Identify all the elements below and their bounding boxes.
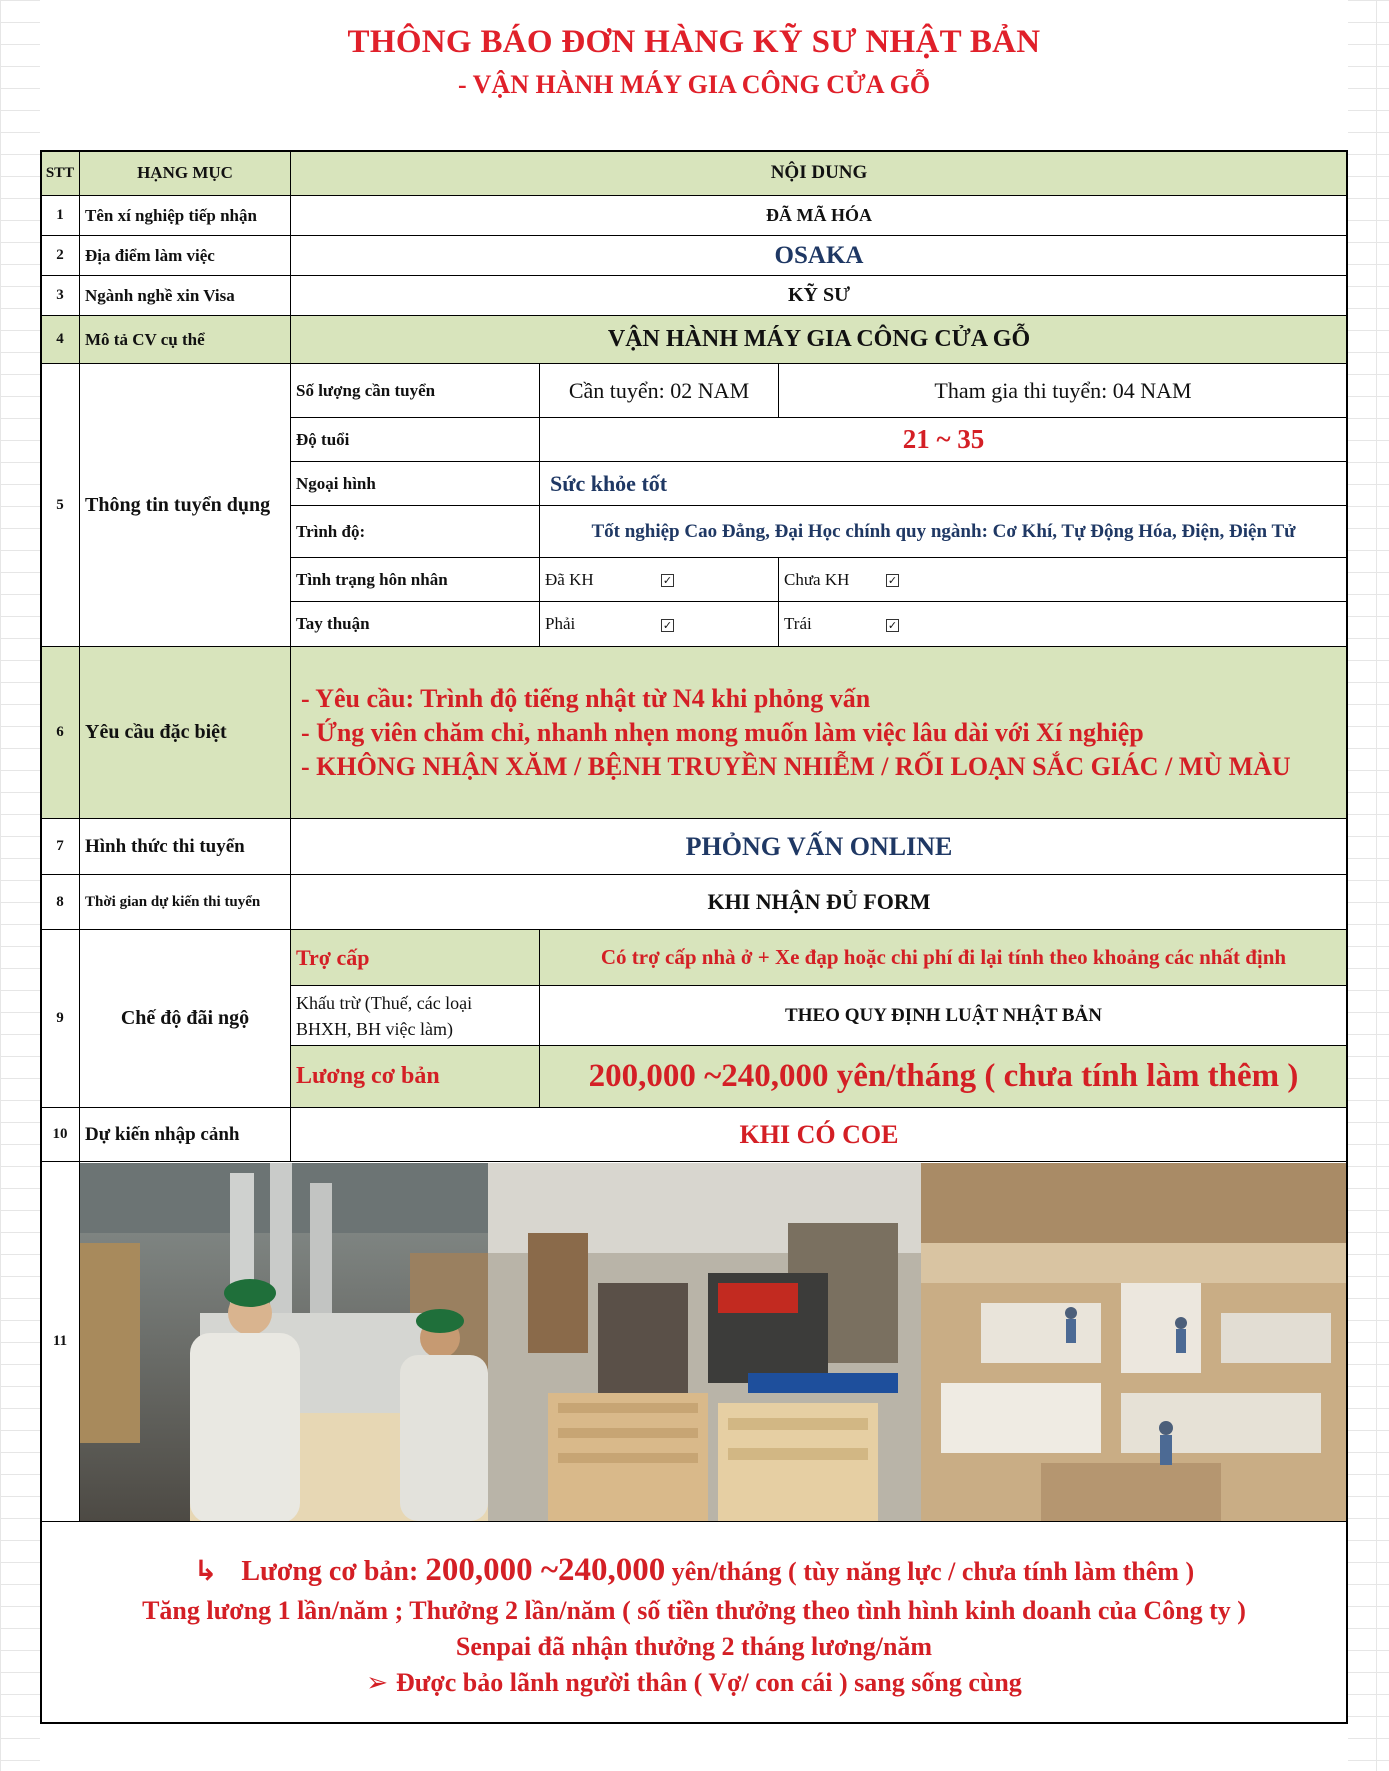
- row-10-stt: 10: [40, 1108, 80, 1162]
- quantity-need: Cần tuyển: 02 NAM: [540, 364, 779, 418]
- age-value: 21 ~ 35: [540, 418, 1348, 462]
- footer-salary-line: [40, 1552, 1348, 1589]
- bullet-arrow-icon: ➢: [366, 1668, 388, 1698]
- footer-salary-prefix: Lương cơ bản:: [241, 1556, 426, 1587]
- row-2-label: Địa điểm làm việc: [80, 236, 291, 276]
- right-hand-checkbox[interactable]: ✓: [662, 619, 673, 632]
- hand-option-left: [779, 602, 1348, 647]
- row-3-value: KỸ SƯ: [291, 276, 1348, 316]
- row-11-stt: 11: [40, 1162, 80, 1522]
- row-2-stt: 2: [40, 236, 80, 276]
- photo-workers-machine: [80, 1163, 488, 1521]
- row-5-label: Thông tin tuyển dụng: [80, 364, 291, 647]
- hand-option-left-label: Trái: [784, 614, 812, 633]
- footer-salary-suffix: yên/tháng ( tùy năng lực / chưa tính làm thêm ): [665, 1557, 1195, 1586]
- marital-option-married: [540, 558, 779, 602]
- photo-workshop: [488, 1163, 921, 1521]
- row-8-stt: 8: [40, 875, 80, 930]
- row-7-stt: 7: [40, 819, 80, 875]
- allowance-label: Trợ cấp: [291, 930, 540, 986]
- hand-label: Tay thuận: [291, 602, 540, 647]
- header-content: NỘI DUNG: [291, 150, 1348, 196]
- deduction-label-line: Khấu trừ (Thuế, các loại: [296, 992, 473, 1013]
- row-1-label: Tên xí nghiệp tiếp nhận: [80, 196, 291, 236]
- row-9-label: Chế độ đãi ngộ: [80, 930, 291, 1108]
- married-checkbox[interactable]: ✓: [662, 574, 673, 587]
- deduction-value: THEO QUY ĐỊNH LUẬT NHẬT BẢN: [540, 986, 1348, 1046]
- appearance-label: Ngoại hình: [291, 462, 540, 506]
- salary-value: 200,000 ~240,000 yên/tháng ( chưa tính làm thêm ): [540, 1046, 1348, 1108]
- marital-option-single-label: Chưa KH: [784, 569, 850, 589]
- age-label: Độ tuổi: [291, 418, 540, 462]
- deduction-label: [291, 986, 540, 1046]
- row-5-stt: 5: [40, 364, 80, 647]
- row-1-stt: 1: [40, 196, 80, 236]
- header-item: HẠNG MỤC: [80, 150, 291, 196]
- page-title: THÔNG BÁO ĐƠN HÀNG KỸ SƯ NHẬT BẢN: [347, 24, 1041, 60]
- row-6-label: Yêu cầu đặc biệt: [80, 647, 291, 819]
- row-9-stt: 9: [40, 930, 80, 1108]
- row-4-label: Mô tả CV cụ thể: [80, 316, 291, 364]
- special-requirement-line: - Yêu cầu: Trình độ tiếng nhật từ N4 khi phỏng vấn: [301, 683, 871, 713]
- footer-family-line: [40, 1668, 1348, 1698]
- header-stt: STT: [40, 150, 80, 196]
- special-requirement-line: - Ứng viên chăm chỉ, nhanh nhẹn mong muốn làm việc lâu dài với Xí nghiệp: [301, 717, 1144, 747]
- arrow-icon: ↳: [193, 1554, 218, 1587]
- single-checkbox[interactable]: ✓: [887, 574, 898, 587]
- footer-salary-amount: 200,000 ~240,000: [425, 1552, 666, 1588]
- row-1-value: ĐÃ MÃ HÓA: [291, 196, 1348, 236]
- special-requirement-line: - KHÔNG NHẬN XĂM / BỆNH TRUYỀN NHIỄM / RỐI LOẠN SẮC GIÁC / MÙ MÀU: [301, 751, 1291, 781]
- left-hand-checkbox[interactable]: ✓: [887, 619, 898, 632]
- row-10-value: KHI CÓ COE: [291, 1108, 1348, 1162]
- education-label: Trình độ:: [291, 506, 540, 558]
- row-8-value: KHI NHẬN ĐỦ FORM: [291, 875, 1348, 930]
- row-7-label: Hình thức thi tuyển: [80, 819, 291, 875]
- footer-raise-line: Tăng lương 1 lần/năm ; Thưởng 2 lần/năm ( số tiền thưởng theo tình hình kinh doanh của Công ty ): [142, 1596, 1246, 1625]
- hand-option-right-label: Phải: [545, 614, 576, 633]
- quantity-label: Số lượng cần tuyển: [291, 364, 540, 418]
- marital-option-single: [779, 558, 1348, 602]
- special-requirements: [291, 647, 1348, 819]
- row-4-stt: 4: [40, 316, 80, 364]
- education-value: Tốt nghiệp Cao Đẳng, Đại Học chính quy ngành: Cơ Khí, Tự Động Hóa, Điện, Điện Tử: [540, 506, 1348, 558]
- row-8-label: Thời gian dự kiến thi tuyển: [80, 875, 291, 930]
- row-4-value: VẬN HÀNH MÁY GIA CÔNG CỬA GỖ: [291, 316, 1348, 364]
- salary-label: Lương cơ bản: [291, 1046, 540, 1108]
- row-2-value: OSAKA: [291, 236, 1348, 276]
- row-3-label: Ngành nghề xin Visa: [80, 276, 291, 316]
- photo-factory-floor: [921, 1163, 1347, 1521]
- page-subtitle: - VẬN HÀNH MÁY GIA CÔNG CỬA GỖ: [457, 70, 931, 99]
- row-10-label: Dự kiến nhập cảnh: [80, 1108, 291, 1162]
- footer-bonus-line: Senpai đã nhận thưởng 2 tháng lương/năm: [455, 1632, 933, 1661]
- quantity-exam: Tham gia thi tuyển: 04 NAM: [779, 364, 1348, 418]
- allowance-value: Có trợ cấp nhà ở + Xe đạp hoặc chi phí đi lại tính theo khoảng các nhất định: [540, 930, 1348, 986]
- row-7-value: PHỎNG VẤN ONLINE: [291, 819, 1348, 875]
- marital-option-married-label: Đã KH: [545, 569, 594, 589]
- row-3-stt: 3: [40, 276, 80, 316]
- row-6-stt: 6: [40, 647, 80, 819]
- footer-family-text: Được bảo lãnh người thân ( Vợ/ con cái ) sang sống cùng: [395, 1668, 1022, 1697]
- deduction-label-line: BHXH, BH việc làm): [296, 1018, 453, 1039]
- appearance-value: Sức khỏe tốt: [540, 462, 1348, 506]
- marital-label: Tình trạng hôn nhân: [291, 558, 540, 602]
- hand-option-right: [540, 602, 779, 647]
